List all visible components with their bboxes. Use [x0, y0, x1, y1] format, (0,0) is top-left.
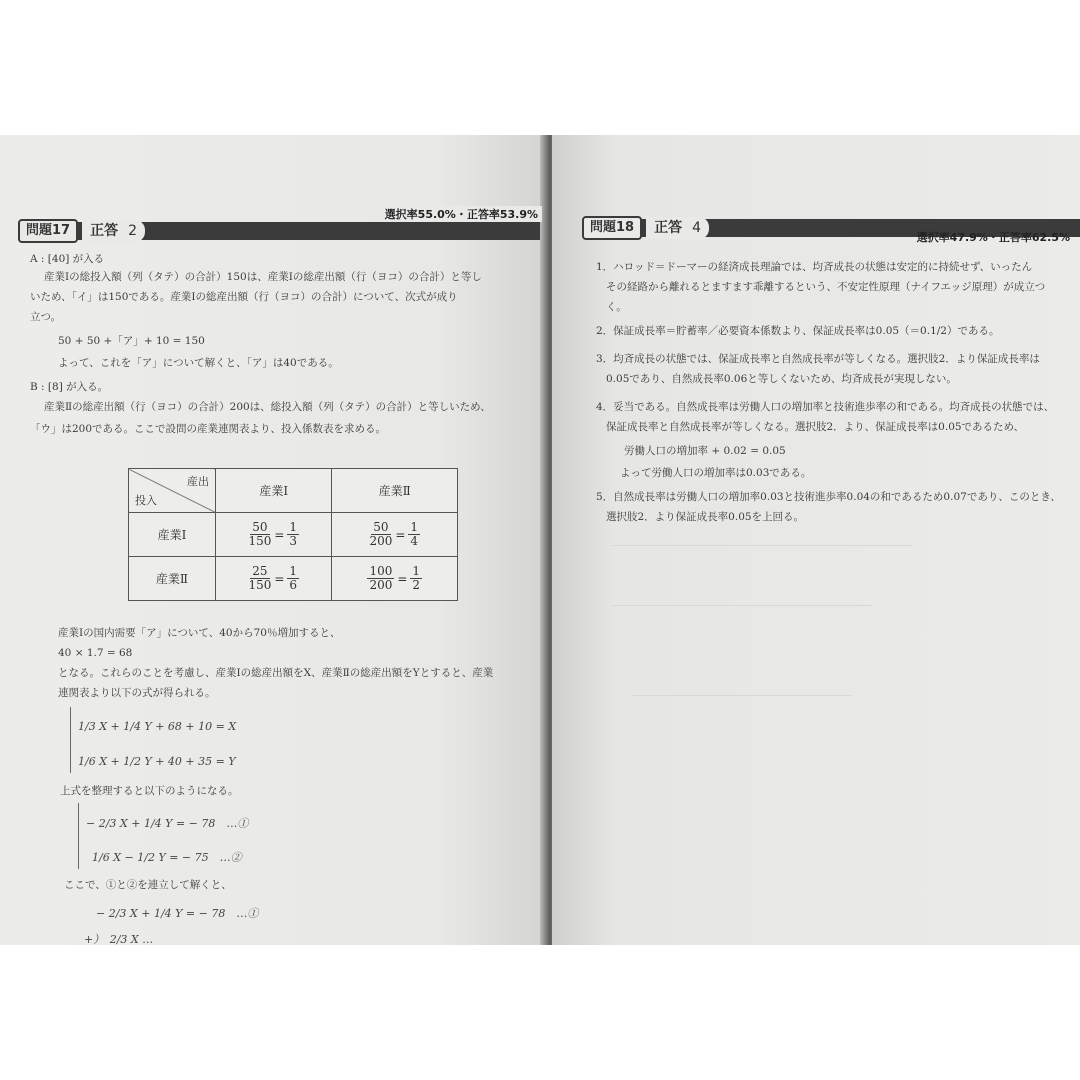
equation: 1/3 X + 1/4 Y + 68 + 10 = X	[78, 720, 237, 733]
corner-cell: 産出 投入	[129, 469, 216, 513]
column-header: 産業Ⅱ	[332, 469, 458, 513]
show-through	[612, 545, 912, 547]
text-line: いため、「イ」は150である。産業Ⅰの総産出額（行（ヨコ）の合計）について、次式が成り	[30, 291, 458, 303]
text-line: く。	[606, 301, 627, 313]
text-line: 連関表より以下の式が得られる。	[58, 687, 216, 699]
problem-number: 問題17	[18, 219, 78, 243]
equation-brace	[78, 803, 79, 869]
text-line: となる。これらのことを考慮し、産業Ⅰの総産出額をX、産業Ⅱの総産出額をYとすると、産業	[58, 667, 494, 679]
text-line: B : [8] が入る。	[30, 381, 109, 393]
text-line: よって労働人口の増加率は0.03である。	[620, 467, 812, 479]
show-through	[632, 695, 852, 697]
text-line: 0.05であり、自然成長率0.06と等しくないため、均斉成長が実現しない。	[606, 373, 957, 385]
coef-cell: $\frac{50}{150}$ = $\frac{1}{3}$	[216, 513, 332, 557]
column-header: 産業Ⅰ	[216, 469, 332, 513]
selection-rate: 選択率55.0%・正答率53.9%	[381, 206, 542, 222]
text-line: 産業Ⅰの総投入額（列（タテ）の合計）150は、産業Ⅰの総産出額（行（ヨコ）の合計）と等し	[44, 271, 482, 283]
equation: 50 + 50 +「ア」+ 10 = 150	[58, 335, 205, 347]
text-line: 3．均斉成長の状態では、保証成長率と自然成長率が等しくなる。選択肢2．より保証成長率は	[596, 353, 1040, 365]
equation-brace	[70, 707, 71, 773]
coef-cell: $\frac{50}{200}$ = $\frac{1}{4}$	[332, 513, 458, 557]
answer-value: 2	[128, 223, 138, 239]
text-line: 「ウ」は200である。ここで設問の産業連関表より、投入係数表を求める。	[30, 423, 387, 435]
equation: − 2/3 X + 1/4 Y = − 78 …①	[96, 907, 259, 920]
selection-rate: 選択率47.9%・正答率62.5%	[916, 231, 1070, 244]
coef-cell: $\frac{25}{150}$ = $\frac{1}{6}$	[216, 557, 332, 601]
right-page	[552, 135, 1080, 945]
left-page	[0, 135, 548, 945]
book-photo	[0, 135, 1080, 945]
equation: +） 2/3 X …	[84, 933, 154, 945]
problem-header	[18, 208, 548, 244]
text-line: 産業Ⅰの国内需要「ア」について、40から70％増加すると、	[58, 627, 341, 639]
text-line: 4．妥当である。自然成長率は労働人口の増加率と技術進歩率の和である。均斉成長の状態では、	[596, 401, 1055, 413]
text-line: 2．保証成長率＝貯蓄率／必要資本係数より、保証成長率は0.05（＝0.1/2）である。	[596, 325, 1000, 337]
problem-number: 問題18	[582, 216, 642, 240]
answer-label: 正答 4	[646, 217, 709, 239]
text-line: その経路から離れるとますます乖離するという、不安定性原理（ナイフエッジ原理）が成立つ	[606, 281, 1046, 293]
equation: 40 × 1.7 = 68	[58, 647, 133, 659]
row-header: 産業Ⅰ	[129, 513, 216, 557]
equation: − 2/3 X + 1/4 Y = − 78 …①	[86, 817, 249, 830]
show-through	[612, 605, 872, 607]
text-line: 保証成長率と自然成長率が等しくなる。選択肢2．より、保証成長率は0.05であるため、	[606, 421, 1025, 433]
text-line: 立つ。	[30, 311, 62, 323]
text-line: ここで、①と②を連立して解くと、	[64, 879, 232, 891]
equation: 1/6 X − 1/2 Y = − 75 …②	[92, 851, 242, 864]
text-line: 産業Ⅱの総産出額（行（ヨコ）の合計）200は、総投入額（列（タテ）の合計）と等しいため、	[44, 401, 491, 413]
problem-header	[582, 215, 1080, 244]
equation: 1/6 X + 1/2 Y + 40 + 35 = Y	[78, 755, 236, 768]
text-line: 上式を整理すると以下のようになる。	[60, 785, 239, 797]
text-line: A : [40] が入る	[30, 253, 105, 265]
text-line: 1．ハロッド＝ドーマーの経済成長理論では、均斉成長の状態は安定的に持続せず、いったん	[596, 261, 1033, 273]
text-line: よって、これを「ア」について解くと、「ア」は40である。	[58, 357, 339, 369]
equation: 労働人口の増加率 + 0.02 = 0.05	[624, 445, 786, 457]
answer-label: 正答 2	[82, 220, 145, 242]
coef-cell: $\frac{100}{200}$ = $\frac{1}{2}$	[332, 557, 458, 601]
input-coefficient-table	[128, 468, 458, 601]
row-header: 産業Ⅱ	[129, 557, 216, 601]
text-line: 選択肢2．より保証成長率0.05を上回る。	[606, 511, 805, 523]
text-line: 5．自然成長率は労働人口の増加率0.03と技術進歩率0.04の和であるため0.07であり、このとき、	[596, 491, 1061, 503]
answer-value: 4	[692, 220, 702, 236]
